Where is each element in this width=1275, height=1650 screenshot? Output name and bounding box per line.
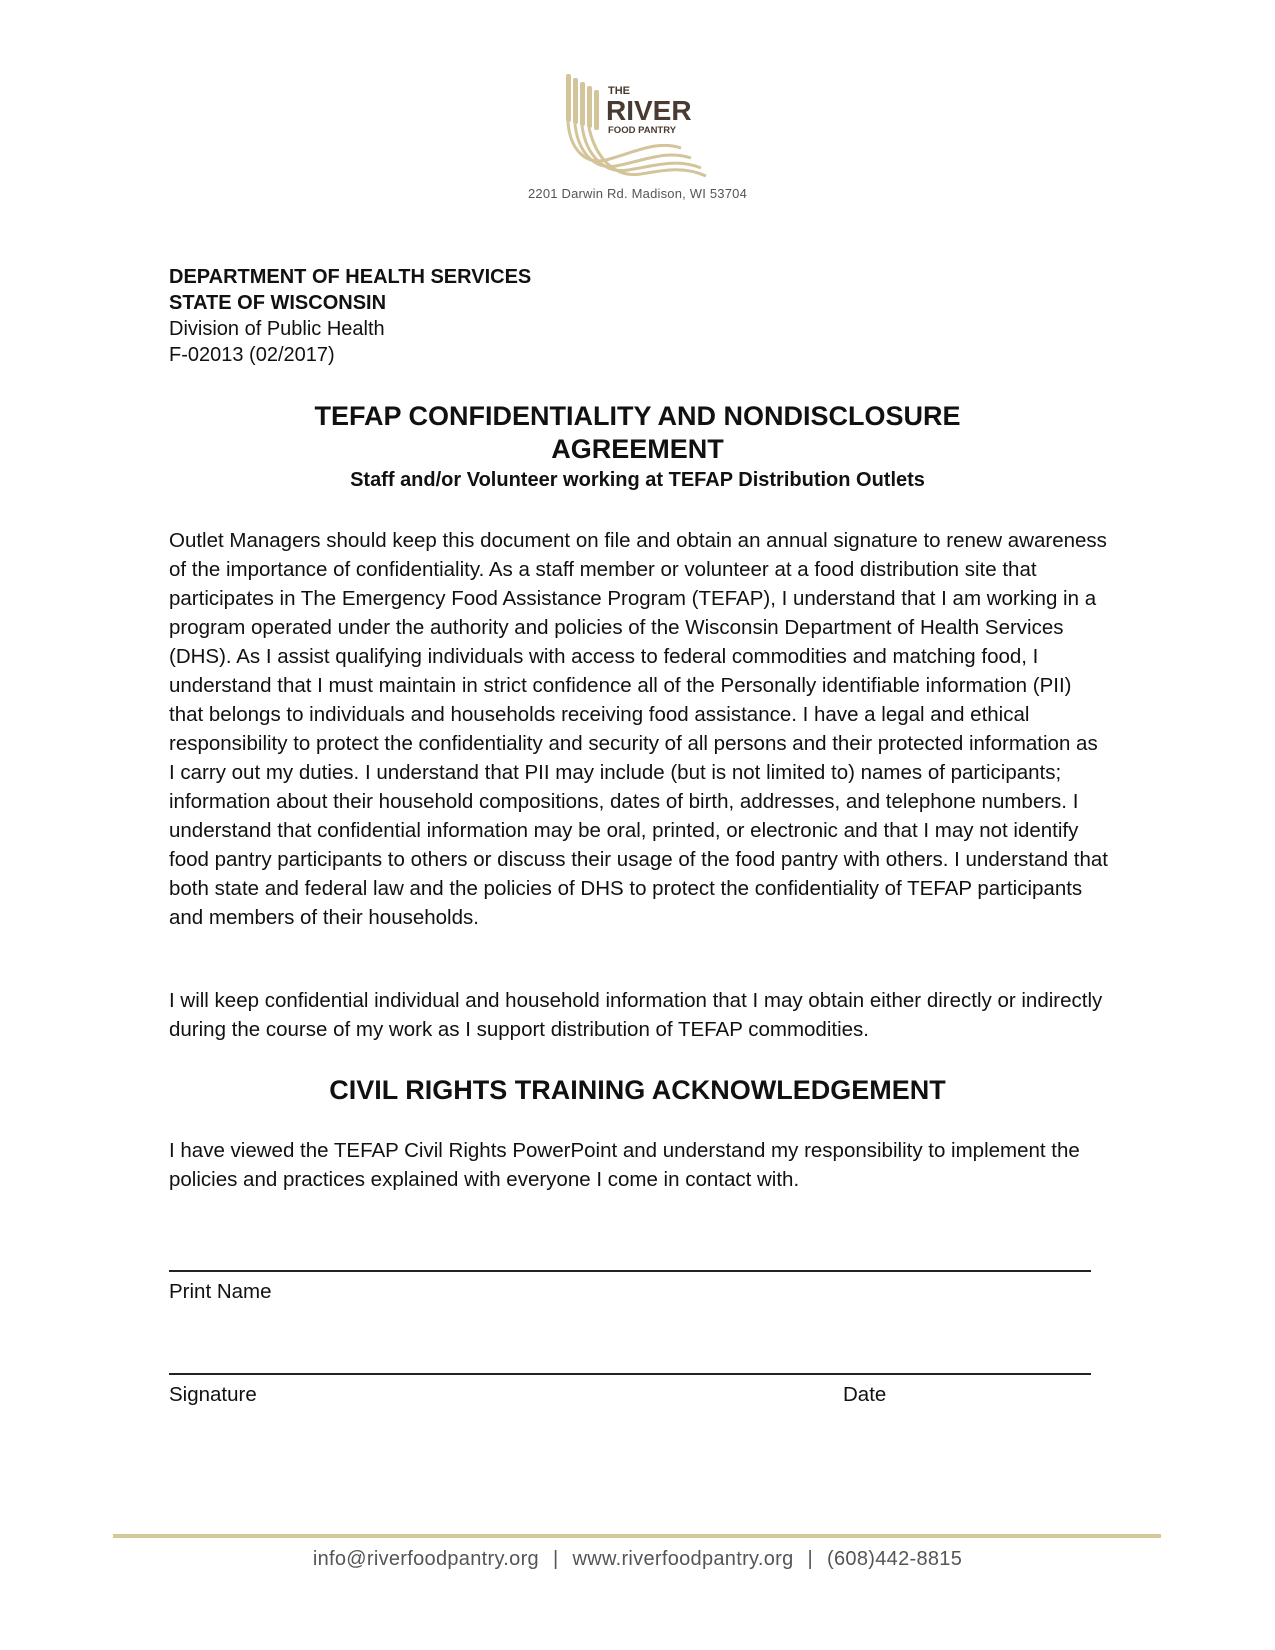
pantry-address: 2201 Darwin Rd. Madison, WI 53704 [527, 186, 748, 201]
footer-divider [113, 1534, 1161, 1538]
footer-website[interactable]: www.riverfoodpantry.org [572, 1548, 794, 1570]
logo-river-text: RIVER [606, 95, 692, 126]
river-food-pantry-logo [556, 70, 716, 180]
state-name: STATE OF WISCONSIN [169, 292, 387, 314]
civil-rights-paragraph: I have viewed the TEFAP Civil Rights PowerPoint and understand my responsibility to implement the policies and practices explained with everyone I come in contact with. [169, 1139, 1080, 1191]
civil-rights-title: CIVIL RIGHTS TRAINING ACKNOWLEDGEMENT [329, 1075, 946, 1105]
print-name-line[interactable] [169, 1270, 1091, 1272]
wheat-logo-icon [556, 70, 716, 180]
department-name: DEPARTMENT OF HEALTH SERVICES [169, 266, 532, 288]
footer-email[interactable]: info@riverfoodpantry.org [312, 1548, 539, 1570]
signature-label: Signature [169, 1383, 257, 1406]
department-header [169, 264, 531, 368]
division-name: Division of Public Health [169, 318, 385, 340]
print-name-label: Print Name [169, 1280, 272, 1303]
confidentiality-commitment-paragraph: I will keep confidential individual and household information that I may obtain either directly or indirectly during the course of my work as I support distribution of TEFAP commodities. [169, 989, 1103, 1041]
confidentiality-paragraph: Outlet Managers should keep this document on file and obtain an annual signature to renew awareness of the importance of confidentiality. As a staff member or volunteer at a food distribution site that participates in The Emergency Food Assistance Program (TEFAP), I understand that I am working in a program operated under the authority and policies of the Wisconsin Department of Health Services (DHS). As I assist qualifying individuals with access to federal commodities and matching food, I understand that I must maintain in strict confidence all of the Personally identifiable information (PII) that belongs to individuals and households receiving food assistance. I have a legal and ethical responsibility to protect the confidentiality and security of all persons and their protected information as I carry out my duties. I understand that PII may include (but is not limited to) names of participants; information about their household compositions, dates of birth, addresses, and telephone numbers. I understand that confidential information may be oral, printed, or electronic and that I may not identify food pantry participants to others or discuss their usage of the food pantry with others. I understand that both state and federal law and the policies of DHS to protect the confidentiality of TEFAP participants and members of their households. [169, 529, 1108, 929]
footer-contact [0, 1548, 1275, 1571]
logo-the-text: THE [608, 85, 630, 97]
logo-food-pantry-text: FOOD PANTRY [608, 125, 677, 136]
footer-phone: (608)442-8815 [827, 1548, 963, 1570]
document-subtitle: Staff and/or Volunteer working at TEFAP Distribution Outlets [350, 469, 925, 491]
document-title-block [0, 400, 1275, 492]
signature-line[interactable] [169, 1373, 1091, 1375]
footer-separator: | [807, 1548, 814, 1570]
date-label: Date [843, 1383, 887, 1406]
document-title: TEFAP CONFIDENTIALITY AND NONDISCLOSURE AGREEMENT [314, 401, 961, 464]
footer-separator: | [552, 1548, 559, 1570]
form-number: F-02013 (02/2017) [169, 344, 335, 366]
